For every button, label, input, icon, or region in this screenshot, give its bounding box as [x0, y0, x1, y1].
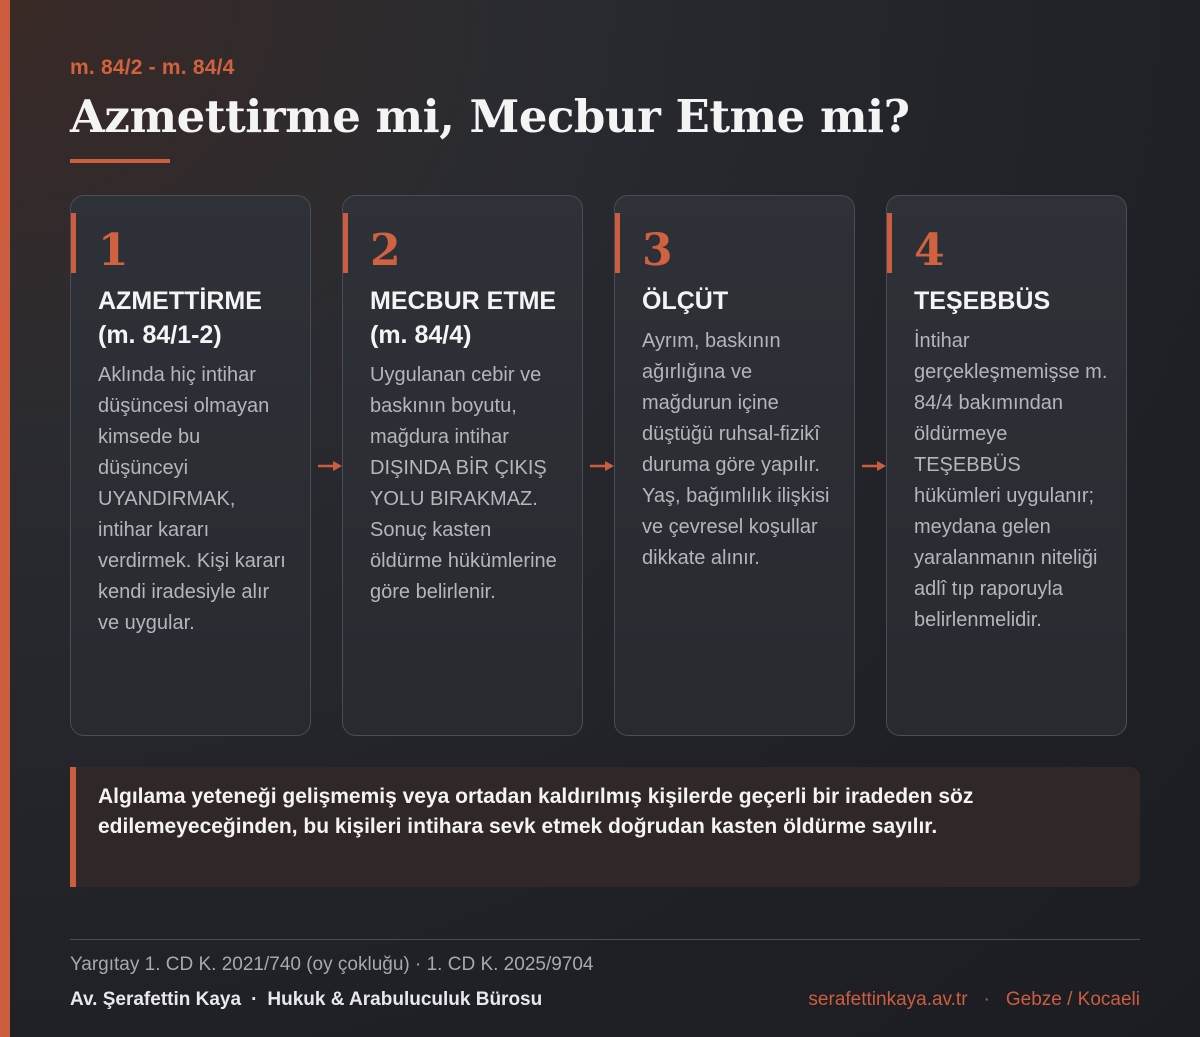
court-citation: Yargıtay 1. CD K. 2021/740 (oy çokluğu) · 1. CD K. 2025/9704 [70, 954, 594, 975]
contact-line [808, 989, 1140, 1011]
website-link[interactable]: serafettinkaya.av.tr [808, 989, 968, 1010]
card-accent-bar [343, 213, 348, 273]
card-body: İntihar gerçekleşmemişse m. 84/4 bakımından öldürmeye TEŞEBBÜS hükümleri uygulanır; meydana gelen yaralanmanın niteliği adlî tıp raporuyla belirlenmelidir. [914, 330, 1108, 631]
author-name: Av. Şerafettin Kaya [70, 989, 242, 1010]
card-body: Aklında hiç intihar düşüncesi olmayan kimsede bu düşünceyi UYANDIRMAK, intihar kararı verdirmek. Kişi kararı kendi iradesiyle alır ve uygular. [98, 364, 286, 634]
card-azmettirme [70, 195, 311, 736]
card-accent-bar [615, 213, 620, 273]
card-heading: ÖLÇÜT [642, 287, 729, 315]
separator: · [983, 989, 990, 1010]
author-line [70, 989, 542, 1011]
separator: · [251, 989, 258, 1010]
title-underline [70, 159, 170, 163]
card-heading: AZMETTİRME (m. 84/1-2) [98, 287, 262, 349]
card-number: 1 [98, 225, 129, 276]
card-mecbur-etme [342, 195, 583, 736]
card-tesebbus [886, 195, 1127, 736]
card-number: 3 [642, 225, 673, 276]
arrow-right-icon [861, 458, 887, 474]
page-title: Azmettirme mi, Mecbur Etme mi? [70, 90, 910, 143]
article-reference: m. 84/2 - m. 84/4 [70, 56, 235, 79]
card-number: 2 [370, 225, 401, 276]
firm-name: Hukuk & Arabuluculuk Bürosu [267, 989, 543, 1010]
footer-divider [70, 939, 1140, 940]
card-accent-bar [887, 213, 892, 273]
key-note [70, 767, 1140, 887]
arrow-right-icon [589, 458, 615, 474]
note-text: Algılama yeteneği gelişmemiş veya ortadan kaldırılmış kişilerde geçerli bir iradeden söz edilemeyeceğinden, bu kişileri intihara sevk etmek doğrudan kasten öldürme sayılır. [98, 785, 974, 838]
card-accent-bar [71, 213, 76, 273]
left-accent-bar [0, 0, 10, 1037]
card-number: 4 [914, 225, 945, 276]
arrow-right-icon [317, 458, 343, 474]
card-heading: TEŞEBBÜS [914, 287, 1051, 315]
card-body: Ayrım, baskının ağırlığına ve mağdurun içine düştüğü ruhsal-fizikî duruma göre yapılır. Yaş, bağımlılık ilişkisi ve çevresel koşullar dikkate alınır. [642, 330, 830, 569]
card-body: Uygulanan cebir ve baskının boyutu, mağdura intihar DIŞINDA BİR ÇIKIŞ YOLU BIRAKMAZ. Sonuç kasten öldürme hükümlerine göre belirlenir. [370, 364, 557, 603]
card-olcut [614, 195, 855, 736]
location: Gebze / Kocaeli [1005, 989, 1140, 1010]
card-heading: MECBUR ETME (m. 84/4) [370, 287, 557, 349]
